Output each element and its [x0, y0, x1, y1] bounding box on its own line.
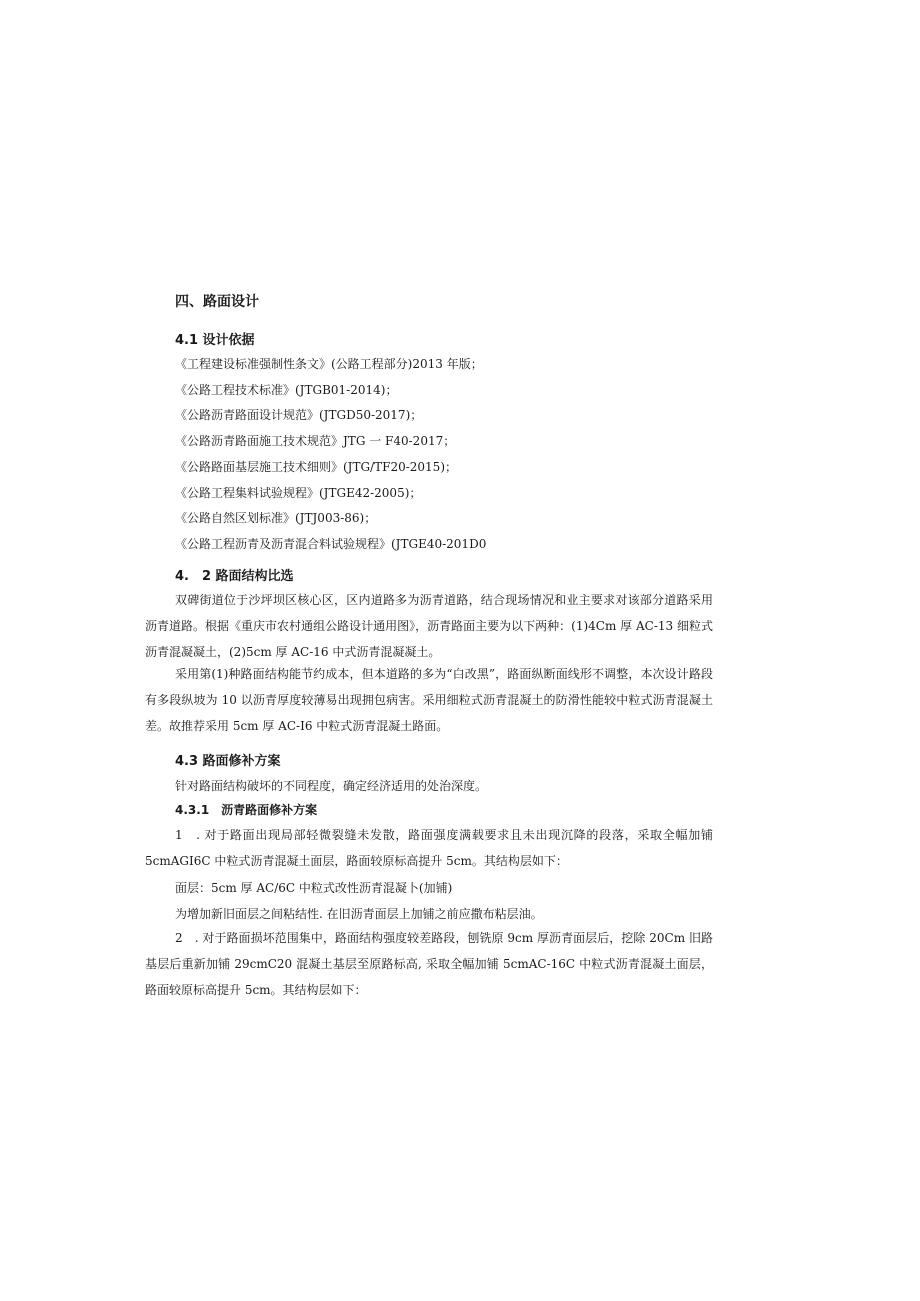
reference-item: 《公路自然区划标准》(JTJ003-86)； — [175, 511, 377, 525]
reference-item: 《公路沥青路面设计规范》(JTGD50-2017)； — [175, 408, 423, 422]
paragraph: 双碑街道位于沙坪坝区核心区，区内道路多为沥青道路，结合现场情况和业主要求对该部分道路采用沥青道路。根据《重庆市农村通组公路设计通用图》，沥青路面主要为以下两种：(1)4Cm 厚 AC-13 细粒式沥青混凝凝土，(2)5cm 厚 AC-16 中式沥青混凝凝土。 — [145, 593, 713, 659]
reference-item: 《公路工程集料试验规程》(JTGE42-2005)； — [175, 486, 422, 500]
paragraph: 采用第(1)种路面结构能节约成本，但本道路的多为“白改黑”，路面纵断面线形不调整，本次设计路段有多段纵坡为 10 以沥青厚度较薄易出现拥包病害。采用细粒式沥青混凝土的防滑性能较中粒式沥青混凝土差。故推荐采用 5cm 厚 AC-I6 中粒式沥青混凝土路面。 — [145, 667, 713, 733]
reference-item: 《公路沥青路面施工技术规范》JTG 一 F40-2017； — [175, 434, 456, 448]
reference-item: 《公路工程技术标准》(JTGB01-2014)； — [175, 383, 398, 397]
subsection-heading-4-2: 4. 2 路面结构比选 — [175, 569, 294, 584]
subsection-heading-4-3: 4.3 路面修补方案 — [175, 754, 281, 769]
section-heading: 四、路面设计 — [175, 294, 259, 310]
reference-item: 《公路路面基层施工技术细则》(JTG/TF20-2015)； — [175, 460, 458, 474]
paragraph: 为增加新旧面层之间粘结性. 在旧沥青面层上加铺之前应撒布粘层油。 — [175, 907, 543, 921]
reference-item: 《工程建设标准强制性条文》(公路工程部分)2013 年版； — [175, 357, 483, 371]
subsection-heading-4-1: 4.1 设计依据 — [175, 333, 255, 348]
structure-layer: 面层：5cm 厚 AC/6C 中粒式改性沥青混凝卜(加铺) — [175, 881, 453, 895]
subsubsection-heading-4-3-1: 4.3.1 沥青路面修补方案 — [175, 803, 318, 817]
paragraph: 针对路面结构破坏的不同程度，确定经济适用的处治深度。 — [175, 779, 488, 793]
list-item: 2 . 对于路面损坏范围集中，路面结构强度较差路段，刨铣原 9cm 厚沥青面层后，挖除 20Cm 旧路基层后重新加铺 29cmC20 混凝土基层至原路标高, 采取全幅加铺 5cmAC-16C 中粒式沥青混凝土面层，路面较原标高提升 5cm。其结构层如下： — [145, 931, 713, 997]
reference-item: 《公路工程沥青及沥青混合料试验规程》(JTGE40-201D0 — [175, 537, 487, 551]
list-item: 1 . 对于路面出现局部轻微裂缝未发散，路面强度满载要求且未出现沉降的段落，采取全幅加铺 5cmAGI6C 中粒式沥青混凝土面层，路面较原标高提升 5cm。其结构层如下： — [145, 828, 713, 868]
